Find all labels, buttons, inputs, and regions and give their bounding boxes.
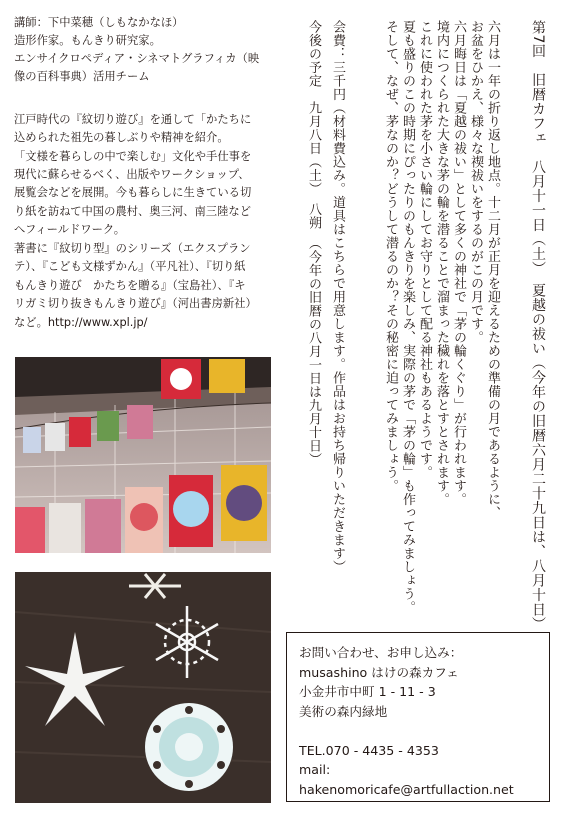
contact-address-detail: 美術の森内緑地 xyxy=(299,703,388,719)
contact-spacer xyxy=(299,721,537,741)
lecturer-line-3: エンサイクロペディア・シネマトグラフィカ（映 xyxy=(14,52,260,65)
bio-line-4: 現代に蘇らせるべく、出版やワークショップ、 xyxy=(14,168,250,181)
event-body-line-4: 境内につくられた大きな茅の輪を潜ることで溜まった穢れを落とすとされます。 xyxy=(434,20,449,506)
event-body-line-3: 六月晦日は「夏越の祓い」として多くの神社で「茅の輪くぐり」が行われます。 xyxy=(451,20,466,506)
contact-heading: お問い合わせ、お申し込み： xyxy=(299,645,463,660)
event-body-line-2: お盆をひかえ、様々な禊祓いをするのがこの月です。 xyxy=(468,20,483,344)
event-body-line-1: 六月は一年の折り返し地点。十二月が正月を迎えるための準備の月であるように、 xyxy=(485,20,500,520)
contact-box xyxy=(286,632,550,802)
event-title: 第7回 旧暦カフェ 八月十一日（土） 夏越の祓い（今年の旧暦六月二十九日は、八月十日） xyxy=(530,20,546,632)
event-body-line-6: 夏も盛りのこの時期にぴったりのもんきりを楽しみ、実際の茅で「茅の輪」も作ってみましょう。 xyxy=(400,20,415,614)
contact-address: 小金井市中町 1 - 11 - 3 xyxy=(299,684,436,699)
paper-cut-cards-photo xyxy=(15,357,271,553)
event-fee: 会費：三千円（材料費込み。道具はこちらで用意します。作品はお持ち帰りいただきます） xyxy=(330,20,345,574)
contact-venue: musashino はけの森カフェ xyxy=(299,664,459,680)
bio-line-7: へフィールドワーク。 xyxy=(14,223,126,236)
paper-snowflakes-photo xyxy=(15,572,271,803)
bio-line-9: テ）、『こども文様ずかん』（平凡社）、『切り紙 xyxy=(14,260,246,273)
bio-line-10: もんきり遊び かたちを贈る』（宝島社）、『キ xyxy=(14,279,246,292)
bio-line-1: 江戸時代の『紋切り遊び』を通して「かたちに xyxy=(14,113,252,126)
bio-line-8: 著書に『紋切り型』のシリーズ（エクスプラン xyxy=(14,242,251,255)
contact-phone: TEL.070 - 4435 - 4353 xyxy=(299,742,439,758)
event-body-line-5: これに使われた茅を小さい輪にしてお守りとして配る神社もあるようです。 xyxy=(417,20,432,479)
bio-line-11: リガミ切り抜きもんきり遊び』（河出書房新社） xyxy=(14,297,257,310)
contact-email[interactable]: hakenomoricafe@artfullaction.net xyxy=(299,781,514,797)
bio-line-12: など。http://www.xpl.jp/ xyxy=(14,316,148,329)
bio-line-3: 「文様を暮らしの中で楽しむ」文化や手仕事を xyxy=(14,150,252,163)
paper-cut-cards-illustration xyxy=(15,357,271,553)
contact-mail-label: mail: xyxy=(299,762,331,777)
paper-snowflakes-illustration xyxy=(15,572,271,803)
lecturer-line-4: 像の百科事典）活用チーム xyxy=(14,70,150,83)
event-body-line-7: そして、なぜ、茅なのか？どうして潜るのか？その秘密に迫ってみましょう。 xyxy=(383,20,398,493)
bio-line-2: 込められた祖先の暮しぶりや精神を紹介。 xyxy=(14,131,229,144)
lecturer-line-1: 講師：下中菜穂（しもなかなほ） xyxy=(14,16,184,29)
lecturer-line-2: 造形作家。もんきり研究家。 xyxy=(14,34,161,47)
bio-line-5: 展覧会などを展開。今も暮らしに生きている切 xyxy=(14,186,252,199)
bio-line-6: り紙を訪ねて中国の農村、奥三河、南三陸など xyxy=(14,205,251,218)
event-next-schedule: 今後の予定 九月八日（土） 八朔 （今年の旧暦の八月一日は九月十日） xyxy=(306,20,321,466)
